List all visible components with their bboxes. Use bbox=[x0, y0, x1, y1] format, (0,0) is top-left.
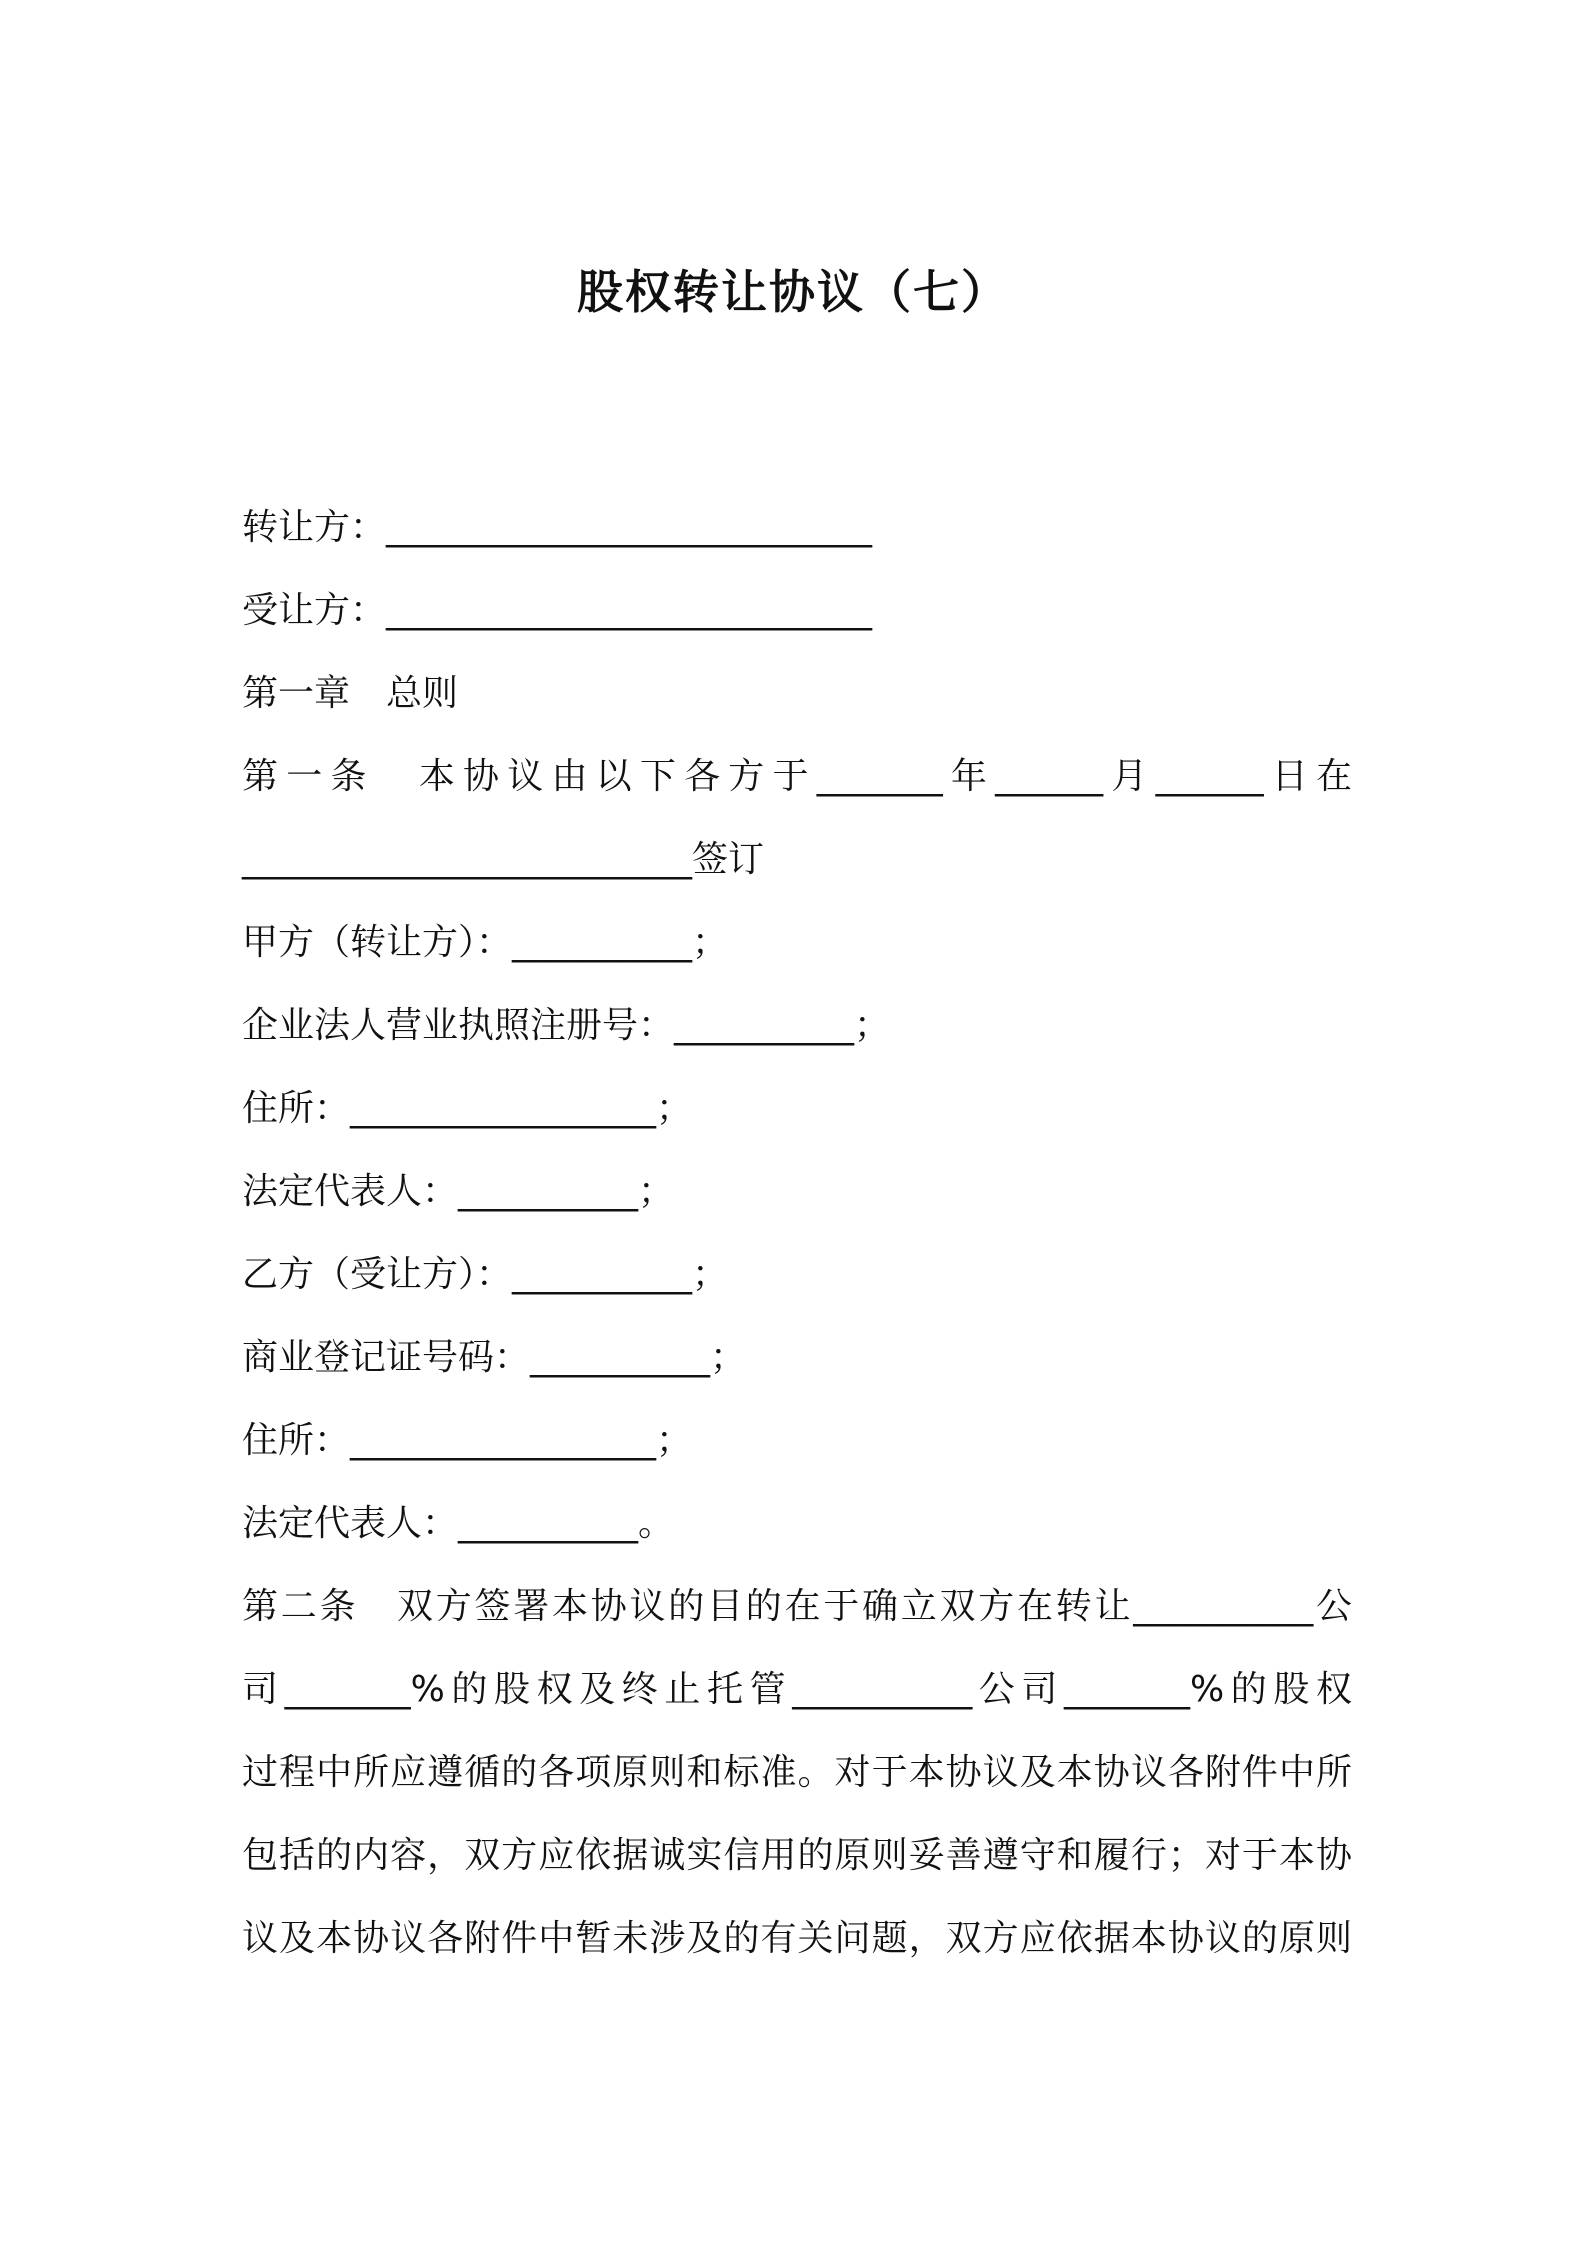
party-b-registration-line: 商业登记证号码：__________； bbox=[242, 1337, 747, 1378]
article-two-line-5: 议及本协议各附件中暂未涉及的有关问题，双方应依据本协议的原则 bbox=[242, 1918, 1352, 1959]
document-title: 股权转让协议（七） bbox=[577, 265, 1009, 319]
article-two-line-3: 过程中所应遵循的各项原则和标准。对于本协议及本协议各附件中所 bbox=[242, 1752, 1352, 1793]
article-two-line-2: 司_______%的股权及终止托管__________公司_______%的股权 bbox=[242, 1669, 1352, 1710]
party-b-line: 乙方（受让方）：__________； bbox=[242, 1254, 729, 1295]
party-b-address-line: 住所：_________________； bbox=[242, 1420, 693, 1461]
party-a-representative-line: 法定代表人：__________； bbox=[242, 1171, 675, 1212]
article-one-line-2: _________________________签订 bbox=[242, 839, 764, 880]
party-a-registration-line: 企业法人营业执照注册号：__________； bbox=[242, 1005, 891, 1046]
article-one-line-1: 第一条 本协议由以下各方于_______年______月______日在 bbox=[242, 756, 1352, 797]
transferee-line: 受让方：___________________________ bbox=[242, 590, 873, 631]
party-a-line: 甲方（转让方）：__________； bbox=[242, 922, 729, 963]
article-two-line-1: 第二条 双方签署本协议的目的在于确立双方在转让__________公 bbox=[242, 1586, 1352, 1627]
chapter-one-heading: 第一章 总则 bbox=[242, 673, 459, 714]
party-b-representative-line: 法定代表人：__________。 bbox=[242, 1503, 675, 1544]
article-two-line-4: 包括的内容，双方应依据诚实信用的原则妥善遵守和履行；对于本协 bbox=[242, 1835, 1352, 1876]
party-a-address-line: 住所：_________________； bbox=[242, 1088, 693, 1129]
transferor-line: 转让方：___________________________ bbox=[242, 507, 873, 548]
